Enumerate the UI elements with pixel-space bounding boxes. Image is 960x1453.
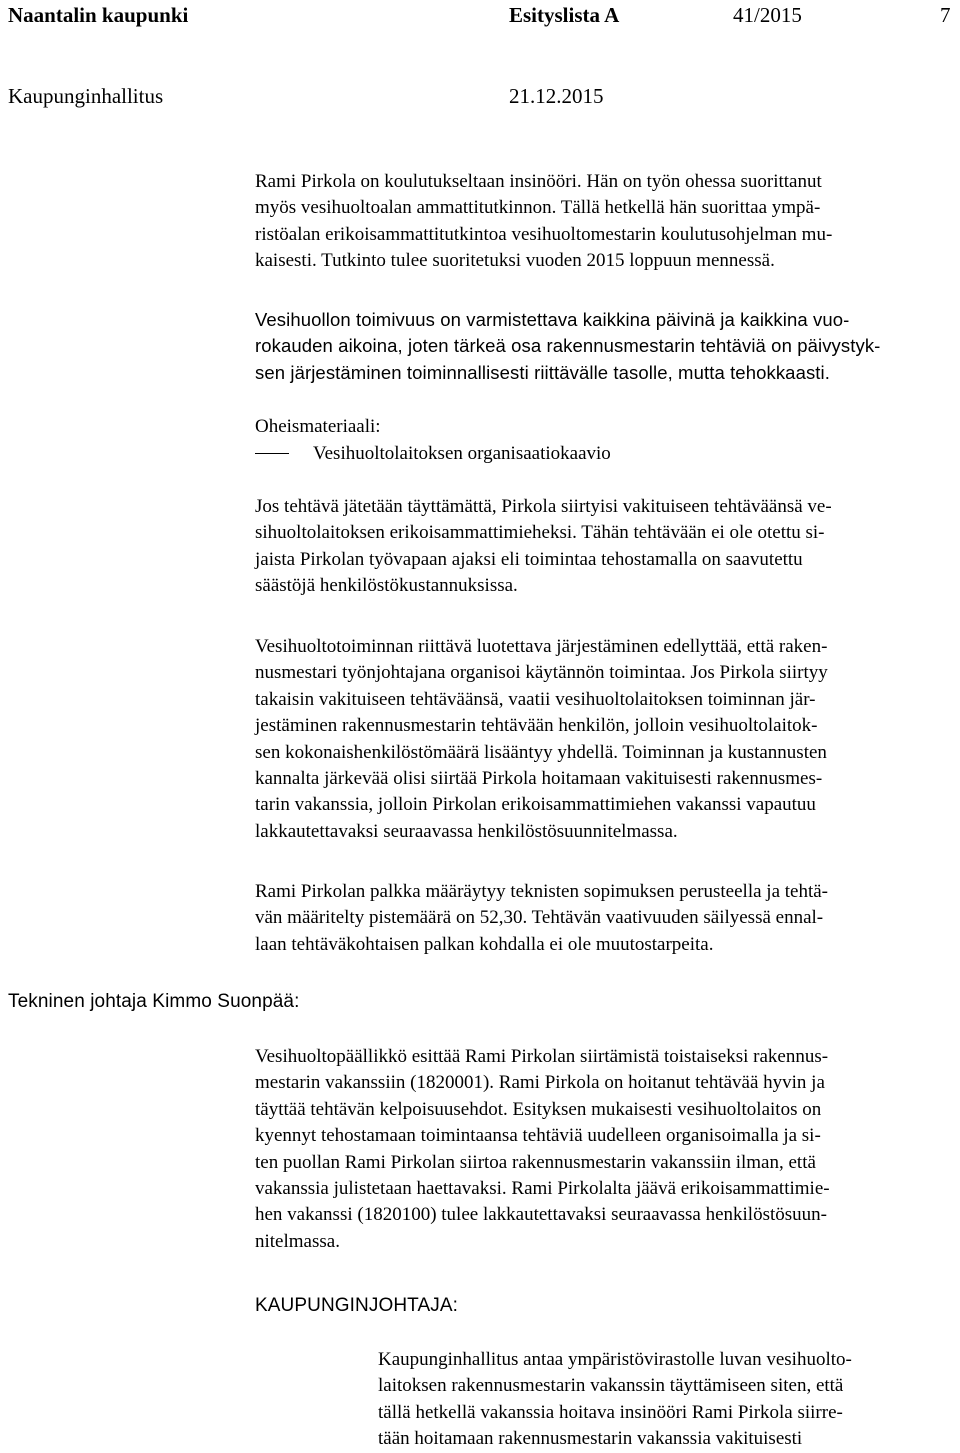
paragraph-salary: [255, 879, 955, 958]
text-line: säästöjä henkilöstökustannuksissa.: [255, 575, 518, 597]
page-number: 7: [940, 3, 951, 27]
text-line: hen vakanssi (1820100) tulee lakkautettavaksi seuraavassa henkilöstösuun-: [255, 1204, 827, 1226]
text-line: Vesihuollon toimivuus on varmistettava kaikkina päivinä ja kaikkina vuo-: [255, 309, 850, 330]
text-line: myös vesihuoltoalan ammattitutkinnon. Tällä hetkellä hän suorittaa ympä-: [255, 197, 821, 219]
text-line: nitelmassa.: [255, 1230, 340, 1252]
meeting-body: Kaupunginhallitus: [8, 84, 164, 108]
document-number: 41/2015: [733, 3, 802, 27]
text-line: täyttää tehtävän kelpoisuusehdot. Esityksen mukaisesti vesihuoltolaitos on: [255, 1098, 822, 1120]
text-line: laan tehtäväkohtaisen palkan kohdalla ei ole muutostarpeita.: [255, 933, 714, 955]
text-line: jaista Pirkolan työvapaan ajaksi eli toimintaa tehostamalla on saavutettu: [255, 548, 803, 570]
organization-name: Naantalin kaupunki: [8, 3, 189, 27]
text-line: rokauden aikoina, joten tärkeä osa rakennusmestarin tehtäviä on päivystyk-: [255, 335, 881, 357]
text-line: Rami Pirkolan palkka määräytyy teknisten sopimuksen perusteella ja tehtä-: [255, 881, 829, 902]
text-line: kyennyt tehostamaan toimintaansa tehtäviä uudelleen organisoimalla ja si-: [255, 1125, 821, 1147]
text-line: takaisin vakituiseen tehtäväänsä, vaatii vesihuoltolaitoksen toiminnan jär-: [255, 688, 816, 710]
paragraph-duty: [255, 307, 955, 386]
text-line: Vesihuoltopäällikkö esittää Rami Pirkolan siirtämistä toistaiseksi rakennus-: [255, 1046, 829, 1067]
text-line: sen järjestäminen toiminnallisesti riittävälle tasolle, mutta tehokkaasti.: [255, 361, 830, 383]
text-line: tään hoitamaan rakennusmestarin vakanssia vakituisesti: [378, 1428, 803, 1450]
text-line: Kaupunginhallitus antaa ympäristövirastolle luvan vesihuolto-: [378, 1349, 852, 1370]
paragraph-proposal-basis: [255, 1044, 955, 1255]
document-type: Esityslista A: [509, 3, 620, 27]
paragraph-consequence: [255, 494, 955, 600]
text-line: lakkautettavaksi seuraavassa henkilöstösuunnitelmassa.: [255, 820, 678, 842]
text-line: mestarin vakanssiin (1820001). Rami Pirkola on hoitanut tehtävää hyvin ja: [255, 1072, 825, 1094]
meeting-date: 21.12.2015: [509, 84, 604, 108]
text-line: laitoksen rakennusmestarin vakanssin täyttämiseen siten, että: [378, 1375, 844, 1397]
paragraph-organization: [255, 634, 955, 845]
attachments-label: Oheismateriaali:: [255, 416, 381, 437]
mayor-label: KAUPUNGINJOHTAJA:: [255, 1295, 458, 1316]
text-line: tällä hetkellä vakanssia hoitava insinööri Rami Pirkola siirre-: [378, 1401, 843, 1423]
text-line: vakanssia julistetaan haettavaksi. Rami Pirkolalta jäävä erikoisammattimie-: [255, 1178, 830, 1200]
text-line: ten puollan Rami Pirkolan siirtoa rakennusmestarin vakanssiin ilman, että: [255, 1151, 816, 1173]
paragraph-education: [255, 169, 955, 275]
text-line: jestäminen rakennusmestarin tehtävään henkilön, jolloin vesihuoltolaitok-: [255, 715, 818, 737]
text-line: vän määritelty pistemäärä on 52,30. Tehtävän vaativuuden säilyessä ennal-: [255, 907, 824, 929]
text-line: kannalta järkevää olisi siirtää Pirkola hoitamaan vakituisesti rakennusmes-: [255, 768, 823, 790]
text-line: nusmestari työnjohtajana organisoi käytännön toimintaa. Jos Pirkola siirtyy: [255, 662, 828, 684]
list-dash: [255, 453, 289, 454]
text-line: Jos tehtävä jätetään täyttämättä, Pirkola siirtyisi vakituiseen tehtäväänsä ve-: [255, 496, 832, 517]
text-line: Rami Pirkola on koulutukseltaan insinööri. Hän on työn ohessa suorittanut: [255, 171, 822, 192]
decision-proposal: [378, 1347, 852, 1453]
text-line: kaisesti. Tutkinto tulee suoritetuksi vuoden 2015 loppuun mennessä.: [255, 250, 775, 272]
text-line: tarin vakanssia, jolloin Pirkolan erikoisammattimiehen vakanssi vapautuu: [255, 794, 816, 816]
attachment-item: Vesihuoltolaitoksen organisaatiokaavio: [313, 443, 611, 464]
text-line: sen kokonaishenkilöstömäärä lisääntyy yhdellä. Toiminnan ja kustannusten: [255, 741, 827, 763]
presenter-label: Tekninen johtaja Kimmo Suonpää:: [8, 991, 300, 1012]
text-line: sihuoltolaitoksen erikoisammattimieheksi. Tähän tehtävään ei ole otettu si-: [255, 522, 825, 544]
text-line: ristöalan erikoisammattitutkintoa vesihuoltomestarin koulutusohjelman mu-: [255, 223, 833, 245]
text-line: Vesihuoltotoiminnan riittävä luotettava järjestäminen edellyttää, että raken-: [255, 636, 828, 657]
